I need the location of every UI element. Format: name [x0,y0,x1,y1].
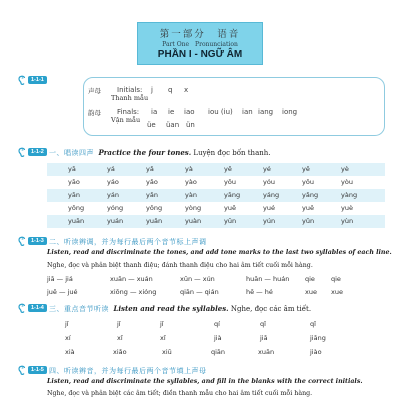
table-cell: yān [68,191,80,199]
table-row [47,189,385,202]
final-item: iou (iu) [208,108,233,116]
initial-item: j [151,86,153,94]
syllable-pair: jiā — jiá [47,275,73,283]
table-cell: yōng [68,204,85,212]
syllable-blank: xue [305,288,317,296]
syllable-pair: juē — jué [47,288,78,296]
table-cell: yuán [107,217,124,225]
table-row [47,202,385,215]
banner-part-label: PHẦN I - NGỮ ÂM [157,49,243,60]
syllable: jiào [310,348,322,356]
instruction-en: Listen, read and discriminate the tones, and add tone marks to the last two syllables of each line. [47,249,392,256]
table-cell: yué [263,204,275,212]
ear-icon [17,364,27,376]
track-badge: 1-1-2 [28,148,47,156]
table-cell: yòu [341,178,353,186]
heading-vi: Nghe, đọc các âm tiết. [230,305,312,313]
final-item: iang [258,108,274,116]
section-heading-4 [49,304,311,314]
final-item: ie [168,108,175,116]
banner-title: 第一部分 语音 [159,29,241,40]
syllable: xǐ [160,334,166,342]
syllable-pair: huān — huán [246,275,290,283]
table-cell: yā [68,165,76,173]
table-row [47,176,385,189]
banner-subtitle: Part One Pronunciation [162,41,238,48]
table-cell: yǒu [302,178,314,186]
section-heading-5 [49,366,207,376]
ear-icon [17,146,27,158]
instruction-vi: Nghe, đọc và phân biệt thanh điệu; đánh thanh điệu cho hai âm tiết cuối mỗi hàng. [47,262,313,269]
section-banner [137,22,263,65]
table-row [47,215,385,228]
heading-cn: 一、唱读四声 [49,149,94,157]
syllable: xǐ [117,334,123,342]
table-cell: yuě [302,204,314,212]
syllable: jǐ [160,320,164,328]
finals-cn-label: 韵母 [88,109,101,117]
ear-icon [17,74,27,86]
syllable-pair: xūn — xún [180,275,215,283]
table-row [47,163,385,176]
table-cell: yē [224,165,232,173]
track-badge: 1-1-5 [28,366,47,374]
section-heading-3 [49,237,207,247]
heading-en: Practice the four tones. [98,148,192,157]
table-cell: yǔn [302,217,315,225]
table-cell: yuàn [185,217,202,225]
syllable: xià [65,348,75,356]
final-item: iao [184,108,195,116]
table-cell: yǎ [146,165,154,173]
table-cell: yàn [185,191,197,199]
ear-icon [17,235,27,247]
table-cell: yà [185,165,193,173]
table-cell: yùn [341,217,354,225]
table-cell: yáng [263,191,280,199]
table-cell: yóng [107,204,124,212]
initials-en-label: Initials: [117,86,143,94]
final-item: ia [151,108,158,116]
table-cell: yáo [107,178,119,186]
table-cell: yé [263,165,271,173]
heading-cn: 三、重点音节听读 [49,305,109,313]
initial-item: q [168,86,173,94]
syllable-pair: xuān — xuán [110,275,153,283]
final-item: ian [242,108,253,116]
instruction-en: Listen, read and discriminate the syllables, and fill in the blanks with the correct initials. [47,378,363,385]
syllable: qǐ [260,320,266,328]
table-cell: yòng [185,204,202,212]
track-badge: 1-1-1 [28,76,47,84]
table-cell: yǒng [146,204,163,212]
initial-item: x [184,86,189,94]
syllable: jǐ [117,320,121,328]
section-heading-2 [49,148,270,158]
table-cell: yǎo [146,178,158,186]
table-cell: yún [263,217,276,225]
table-cell: yāng [224,191,241,199]
finals-en-label: Finals: [117,108,140,116]
syllable-blank: qie [331,275,341,283]
syllable: jiāng [310,334,326,342]
track-badge: 1-1-4 [28,304,47,312]
table-cell: yè [341,165,349,173]
table-cell: yǎng [302,191,319,199]
table-cell: yě [302,165,310,173]
heading-vi: Luyện đọc bốn thanh. [193,149,271,157]
table-cell: yá [107,165,115,173]
final-item: üe [147,121,156,129]
final-item: ün [186,121,195,129]
syllable: jià [214,334,222,342]
table-cell: yào [185,178,197,186]
syllable-blank: xue [331,288,343,296]
syllable: qǐ [310,320,316,328]
syllable: xí [65,334,71,342]
finals-vi-label: Vận mẫu [111,116,141,124]
table-cell: yuē [224,204,236,212]
table-cell: yóu [263,178,275,186]
syllable: qí [214,320,220,328]
syllable: xiū [162,348,172,356]
table-cell: yāo [68,178,80,186]
table-cell: yuǎn [146,217,163,225]
initials-vi-label: Thanh mẫu [111,94,149,102]
instruction-vi: Nghe, đọc và phân biệt các âm tiết; điền thanh mẫu cho hai âm tiết cuối mỗi hàng. [47,390,313,397]
heading-en: Listen and read the syllables. [113,304,229,313]
final-item: iong [282,108,298,116]
ear-icon [17,302,27,314]
tone-practice-table [47,163,385,228]
syllable: jǐ [65,320,69,328]
track-badge: 1-1-3 [28,237,47,245]
final-item: üan [166,121,180,129]
heading-cn: 四、听读辨音，并为每行最后两个音节填上声母 [49,367,207,375]
table-cell: yuè [341,204,353,212]
syllable: xuān [258,348,275,356]
table-cell: yōu [224,178,236,186]
syllable-pair: xiōng — xióng [110,288,157,296]
syllable-pair: hē — hé [246,288,273,296]
table-cell: yán [107,191,119,199]
heading-cn: 二、听读辨调，并为每行最后两个音节标上声调 [49,238,207,246]
syllable: jiā [260,334,268,342]
syllable: qiān [211,348,226,356]
syllable-blank: qie [305,275,315,283]
table-cell: yūn [224,217,237,225]
table-cell: yǎn [146,191,158,199]
initials-cn-label: 声母 [88,87,101,95]
audio-marker-1[interactable] [17,74,57,86]
table-cell: yuān [68,217,85,225]
table-cell: yàng [341,191,358,199]
syllable: xiǎo [113,348,127,356]
syllable-pair: qiān — qián [180,288,219,296]
